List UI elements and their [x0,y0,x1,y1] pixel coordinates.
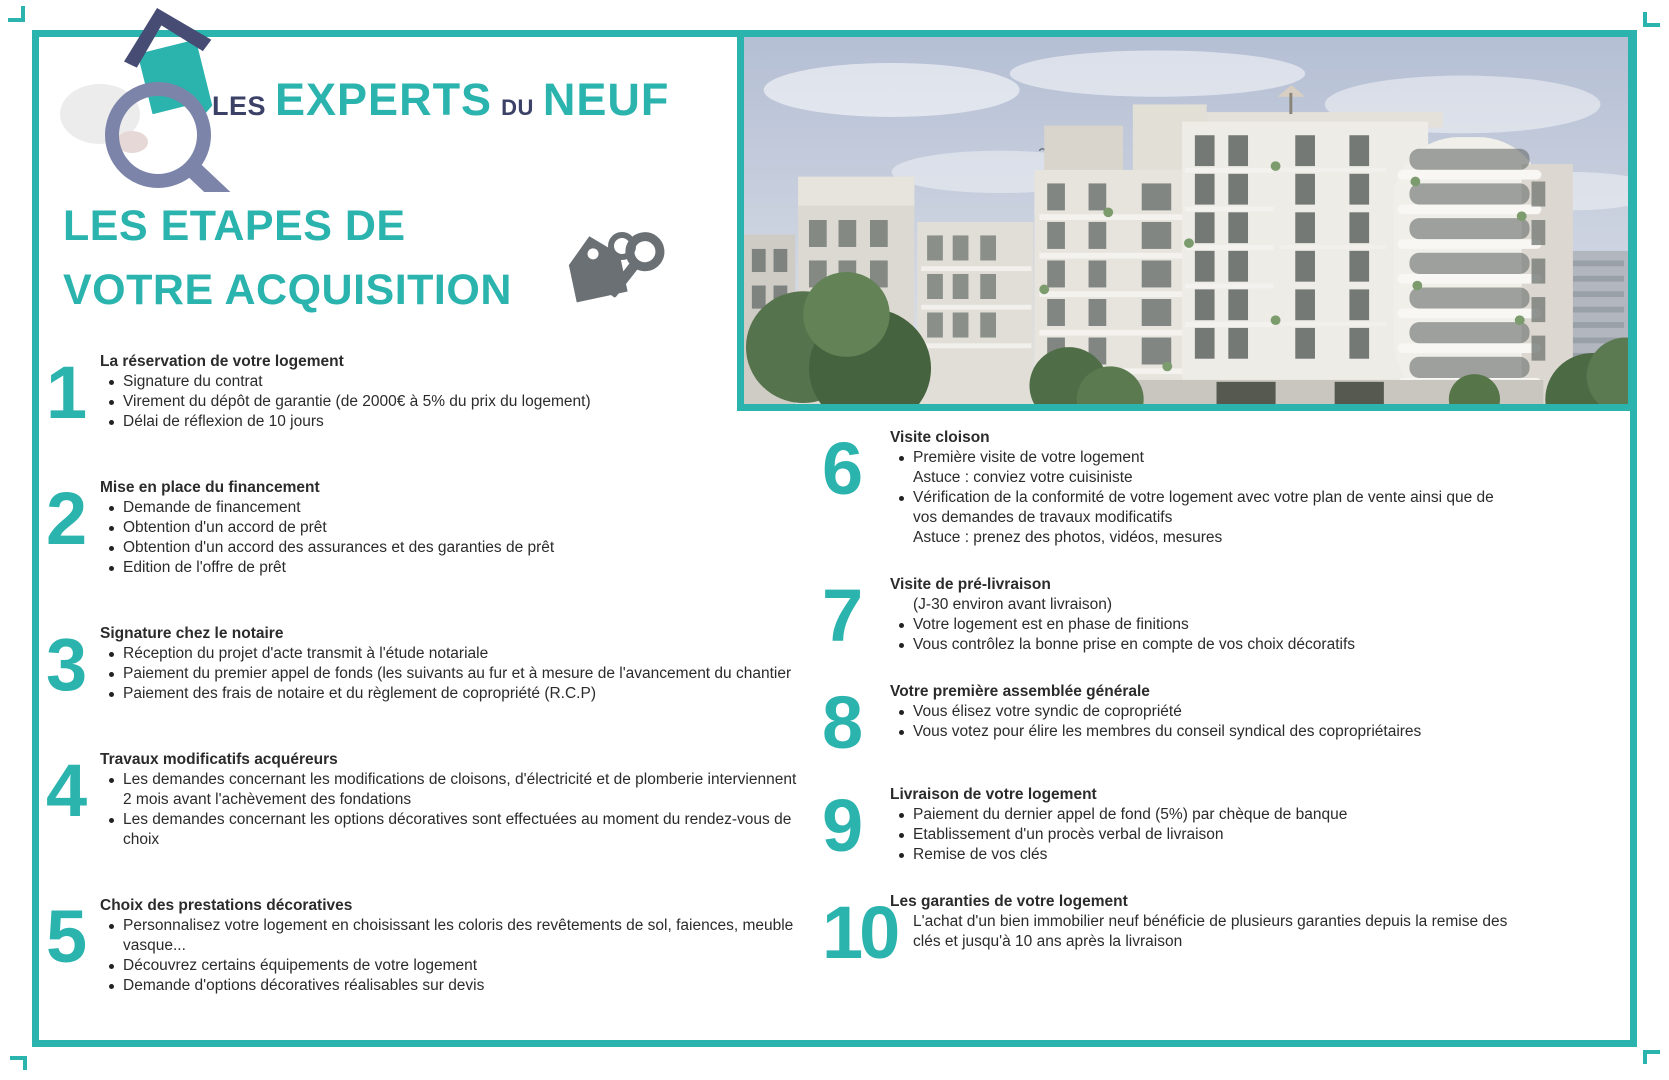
step-item-text: Paiement du dernier appel de fond (5%) par chèque de banque [913,806,1348,824]
step-item-note [890,528,1514,548]
bullet-dot [899,623,904,628]
step-item-bullet [890,488,1514,528]
step-items [100,498,808,578]
bullet-dot [899,833,904,838]
step-items [100,916,808,996]
step-items [890,912,1514,952]
step-item-bullet [890,448,1514,468]
step-item-bullet [100,538,808,558]
step-body [890,428,1514,548]
step-item-bullet [100,976,808,996]
step-body [890,575,1514,655]
bullet-dot [899,710,904,715]
step-item-note [890,468,1514,488]
step-item-bullet [100,916,808,956]
step-item-bullet [890,615,1514,635]
logo-word-les: LES [212,91,267,121]
step-body [890,785,1514,865]
bullet-dot [899,853,904,858]
bullet-dot [109,778,114,783]
step-title: Choix des prestations décoratives [100,897,353,914]
step-item-bullet [890,722,1514,742]
step-item-bullet [100,664,808,684]
step-number: 6 [822,427,860,510]
step-items [890,702,1514,742]
step-number: 2 [46,477,84,560]
step-items [890,805,1514,865]
step-item-text: Astuce : prenez des photos, vidéos, mesures [913,529,1223,546]
step [46,750,808,850]
step-number: 7 [822,574,860,657]
bullet-dot [109,506,114,511]
step-item-text: Votre logement est en phase de finitions [913,616,1189,633]
step-item-text: Les demandes concernant les options décoratives sont effectuées au moment du rendez-vous de choix [123,811,792,848]
step-item-bullet [100,684,808,704]
step-item-text: Virement du dépôt de garantie (de 2000€ à 5% du prix du logement) [123,393,591,410]
bullet-dot [109,984,114,989]
bullet-dot [109,924,114,929]
step-title: Livraison de votre logement [890,786,1097,804]
bullet-dot [109,818,114,823]
step-item-bullet [100,498,808,518]
step [46,478,808,578]
step-body [100,750,808,850]
step-item-text: Signature du contrat [123,373,263,390]
step-item-text: Les demandes concernant les modifications de cloisons, d'électricité et de plomberie interviennent 2 mois avant l'achèvement des fondations [123,771,797,808]
step-title: Votre première assemblée générale [890,683,1150,700]
step-item-bullet [890,845,1514,865]
bullet-dot [109,566,114,571]
bullet-dot [899,813,904,818]
step-item-text: Etablissement d'un procès verbal de livraison [913,826,1224,844]
step-title: Les garanties de votre logement [890,893,1128,911]
step-item-note [890,912,1514,952]
bullet-dot [109,526,114,531]
step [822,784,1514,868]
step-number: 5 [46,895,84,978]
step-title: La réservation de votre logement [100,353,344,370]
bullet-dot [109,692,114,697]
step-item-text: Demande de financement [123,499,301,516]
step-items [890,595,1514,655]
step-title: Visite de pré-livraison [890,576,1051,593]
step-item-text: Délai de réflexion de 10 jours [123,413,324,430]
step [46,624,808,704]
step-item-text: Obtention d'un accord de prêt [123,519,327,536]
step-item-text: (J-30 environ avant livraison) [913,596,1113,613]
step-title: Visite cloison [890,429,990,446]
step-body [100,896,808,996]
step [46,352,808,432]
bullet-dot [899,496,904,501]
step-body [100,352,808,432]
bullet-dot [109,652,114,657]
step-number: 1 [46,351,84,434]
bullet-dot [109,964,114,969]
step-body [890,682,1514,742]
step-items [100,372,808,432]
corner-mark-top-right [1643,12,1660,27]
bullet-dot [899,643,904,648]
page-title-line1: LES ETAPES DE [63,202,406,250]
corner-mark-bottom-right [1643,1050,1660,1064]
step-title: Signature chez le notaire [100,625,284,642]
logo-word-du: DU [501,95,534,120]
bullet-dot [109,672,114,677]
step [822,428,1514,548]
step [822,575,1514,655]
step-number: 4 [46,749,84,832]
step-number: 3 [46,623,84,706]
step-item-text: Edition de l'offre de prêt [123,559,286,576]
bullet-dot [899,730,904,735]
step-item-text: Demande d'options décoratives réalisables sur devis [123,977,485,994]
step-item-text: Vous votez pour élire les membres du conseil syndical des copropriétaires [913,723,1422,740]
step-number: 10 [822,891,897,975]
step-item-text: Remise de vos clés [913,846,1048,864]
step-item-bullet [100,644,808,664]
keys-icon [556,220,674,320]
step-body [100,624,808,704]
step-title: Mise en place du financement [100,479,320,496]
page-title-line2: VOTRE ACQUISITION [63,266,512,314]
step-item-bullet [890,635,1514,655]
step-item-text: Astuce : conviez votre cuisiniste [913,469,1133,486]
steps-column-left [46,352,808,1042]
logo-word-experts: EXPERTS [275,74,493,125]
step-item-bullet [100,956,808,976]
step-items [100,770,808,850]
steps-column-right [822,428,1514,996]
step-item-text: Découvrez certains équipements de votre logement [123,957,478,974]
page-title [63,194,512,322]
step-item-bullet [100,372,808,392]
step-number: 8 [822,681,860,764]
corner-mark-top-left [8,6,25,22]
step [46,896,808,996]
step-item-text: Réception du projet d'acte transmit à l'étude notariale [123,645,489,662]
bullet-dot [899,456,904,461]
bullet-dot [109,420,114,425]
step-item-note [890,595,1514,615]
step-item-text: L'achat d'un bien immobilier neuf bénéficie de plusieurs garanties depuis la remise des clés et jusqu'à 10 ans après la livraison [913,913,1508,951]
step-item-bullet [890,825,1514,845]
step-number: 9 [822,784,860,868]
step-body [890,892,1514,952]
step [822,681,1514,764]
step-item-bullet [890,702,1514,722]
step-items [100,644,808,704]
step-item-bullet [100,392,808,412]
step [822,891,1514,975]
step-item-text: Première visite de votre logement [913,449,1144,466]
logo-word-neuf: NEUF [542,74,670,125]
step-item-bullet [100,558,808,578]
step-item-text: Vous contrôlez la bonne prise en compte de vos choix décoratifs [913,636,1356,653]
step-item-text: Vérification de la conformité de votre logement avec votre plan de vente ainsi que de vos demandes de travaux modificatifs [913,489,1494,526]
step-items [890,448,1514,548]
bullet-dot [109,546,114,551]
step-title: Travaux modificatifs acquéreurs [100,751,338,768]
step-body [100,478,808,578]
step-item-bullet [100,518,808,538]
step-item-text: Paiement des frais de notaire et du règlement de copropriété (R.C.P) [123,685,596,702]
step-item-bullet [100,770,808,810]
bullet-dot [109,400,114,405]
logo-wordmark [212,74,669,126]
step-item-bullet [100,412,808,432]
step-item-text: Obtention d'un accord des assurances et des garanties de prêt [123,539,555,556]
corner-mark-bottom-left [10,1056,27,1070]
step-item-text: Vous élisez votre syndic de copropriété [913,703,1182,720]
building-photo [737,30,1635,411]
step-item-text: Paiement du premier appel de fonds (les suivants au fur et à mesure de l'avancement du chantier [123,665,792,682]
step-item-text: Personnalisez votre logement en choisissant les coloris des revêtements de sol, faiences, meuble vasque... [123,917,794,954]
bullet-dot [109,380,114,385]
step-item-bullet [890,805,1514,825]
step-item-bullet [100,810,808,850]
